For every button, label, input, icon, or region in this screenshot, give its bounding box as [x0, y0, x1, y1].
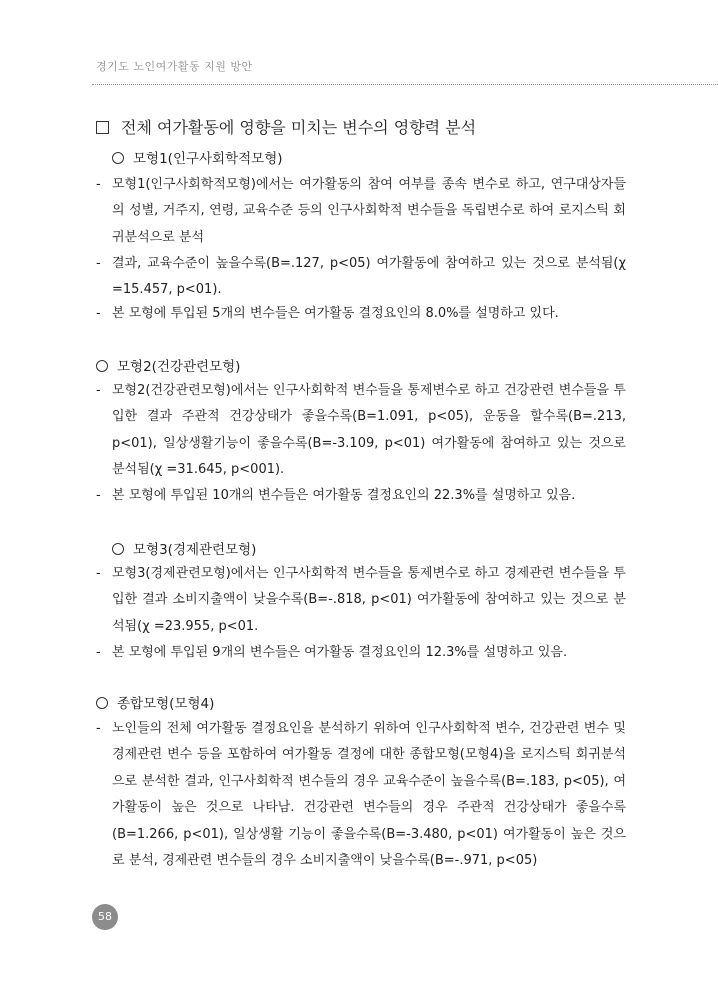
- list-item: [96, 640, 626, 666]
- dash-marker: -: [96, 256, 101, 271]
- dash-marker: -: [96, 566, 101, 581]
- header-rule: [92, 84, 718, 85]
- dash-marker: -: [96, 645, 101, 660]
- section-title: [96, 115, 476, 138]
- dash-marker: -: [96, 306, 101, 321]
- bullet-text: 모형1(인구사회학적모형)에서는 여가활동의 참여 여부를 종속 변수로 하고, 연구대상자들의 성별, 거주지, 연령, 교육수준 등의 인구사회학적 변수들을 독립변수로 하여 로지스틱 회귀분석으로 분석: [112, 177, 626, 245]
- subheading-text: 종합모형(모형4): [117, 696, 215, 712]
- bullet-text: 모형3(경제관련모형)에서는 인구사회학적 변수들을 통제변수로 하고 경제관련 변수들을 투입한 결과 소비지출액이 낮을수록(B=-.818, p<01) 여가활동에 참여하고 있는 것으로 분석됨(χ =23.955, p<01.: [112, 566, 626, 634]
- list-item: [96, 301, 626, 327]
- dash-marker: -: [96, 177, 101, 192]
- running-header: 경기도 노인여가활동 지원 방안: [96, 60, 253, 73]
- bullet-text: 본 모형에 투입된 9개의 변수들은 여가활동 결정요인의 12.3%를 설명하고 있음.: [112, 645, 568, 660]
- list-item: [96, 483, 626, 509]
- subheading-text: 모형3(경제관련모형): [133, 542, 257, 558]
- subheading-model4: [96, 692, 214, 712]
- dash-marker: -: [96, 488, 101, 503]
- square-bullet-icon: [96, 121, 109, 134]
- list-item: [96, 716, 626, 874]
- bullet-text: 모형2(건강관련모형)에서는 인구사회학적 변수들을 통제변수로 하고 건강관련 변수들을 투입한 결과 주관적 건강상태가 좋을수록(B=1.091, p<05), 운동을 할수록(B=.213, p<01), 일상생활기능이 좋을수록(B=-3.109, p<01) 여가활동에 참여하고 있는 것으로 분석됨(χ =31.645, p<001).: [112, 383, 626, 478]
- circle-bullet-icon: [96, 697, 108, 709]
- section-title-text: 전체 여가활동에 영향을 미치는 변수의 영향력 분석: [121, 118, 477, 137]
- list-item: [96, 251, 626, 304]
- circle-bullet-icon: [112, 543, 124, 555]
- bullet-text: 본 모형에 투입된 5개의 변수들은 여가활동 결정요인의 8.0%를 설명하고 있다.: [112, 306, 559, 321]
- dash-marker: -: [96, 721, 101, 736]
- page-number: 58: [92, 904, 118, 930]
- dash-marker: -: [96, 383, 101, 398]
- subheading-text: 모형1(인구사회학적모형): [133, 151, 283, 167]
- list-item: [96, 172, 626, 251]
- circle-bullet-icon: [112, 152, 124, 164]
- bullet-text: 결과, 교육수준이 높을수록(B=.127, p<05) 여가활동에 참여하고 있는 것으로 분석됨(χ =15.457, p<01).: [112, 256, 626, 298]
- bullet-text: 본 모형에 투입된 10개의 변수들은 여가활동 결정요인의 22.3%를 설명하고 있음.: [112, 488, 576, 503]
- subheading-model1: [112, 147, 283, 167]
- circle-bullet-icon: [96, 360, 108, 372]
- subheading-model3: [112, 538, 256, 558]
- subheading-text: 모형2(건강관련모형): [117, 359, 241, 375]
- bullet-text: 노인들의 전체 여가활동 결정요인을 분석하기 위하여 인구사회학적 변수, 건강관련 변수 및 경제관련 변수 등을 포함하여 여가활동 결정에 대한 종합모형(모형4)을 로지스틱 회귀분석으로 분석한 결과, 인구사회학적 변수들의 경우 교육수준이 높을수록(B=.183, p<05), 여가활동이 높은 것으로 나타남. 건강관련 변수들의 경우 주관적 건강상태가 좋을수록(B=1.266, p<01), 일상생활 기능이 좋을수록(B=-3.480, p<01) 여가활동이 높은 것으로 분석, 경제관련 변수들의 경우 소비지출액이 낮을수록(B=-.971, p<05): [112, 721, 626, 869]
- list-item: [96, 378, 626, 484]
- subheading-model2: [96, 355, 240, 375]
- list-item: [96, 561, 626, 640]
